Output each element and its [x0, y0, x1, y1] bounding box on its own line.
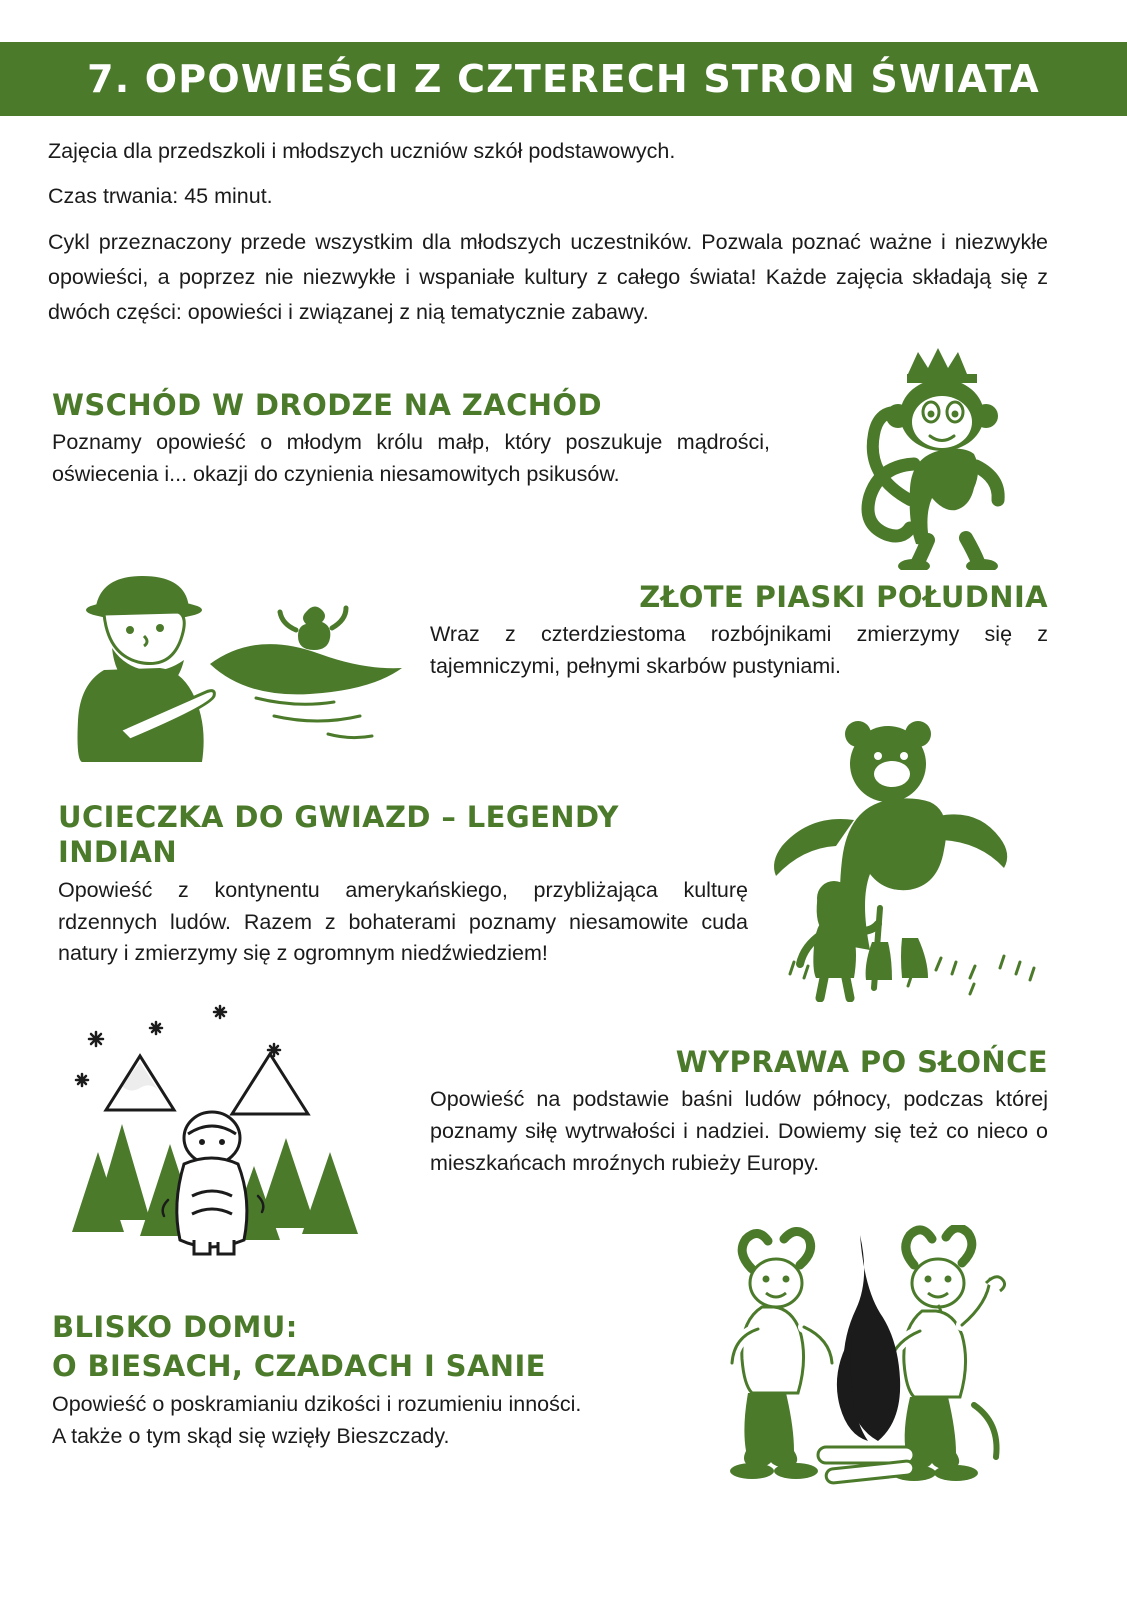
- section-south: [430, 580, 1048, 683]
- fisherman-genie-illustration: [60, 552, 430, 762]
- section-stars: [58, 800, 748, 970]
- bear-and-girl-illustration: [760, 712, 1050, 1002]
- section-home-heading-line2: O BIESACH, CZADACH I SANIE: [52, 1349, 546, 1384]
- section-sun-body: Opowieść na podstawie baśni ludów północy, podczas której poznamy siłę wytrwałości i nadziei. Dowiemy się też co nieco o mieszkańcach mroźnych rubieży Europy.: [430, 1087, 1048, 1175]
- section-south-body: Wraz z czterdziestoma rozbójnikami zmierzymy się z tajemniczymi, pełnymi skarbów pustyniami.: [430, 622, 1048, 679]
- section-stars-body: Opowieść z kontynentu amerykańskiego, przybliżająca kulturę rdzennych ludów. Razem z bohaterami poznamy niesamowite cuda natury i zmierzymy się z ogromnym niedźwiedziem!: [58, 877, 748, 966]
- section-east-heading: WSCHÓD W DRODZE NA ZACHÓD: [52, 388, 602, 422]
- devils-around-fire-illustration: [700, 1225, 1030, 1515]
- section-home-heading-line1: BLISKO DOMU:: [52, 1310, 298, 1344]
- section-home: [52, 1310, 692, 1452]
- snowy-forest-figure-illustration: [60, 1000, 360, 1260]
- intro-block: [48, 136, 1048, 330]
- section-sun-heading: WYPRAWA PO SŁOŃCE: [675, 1045, 1048, 1079]
- section-sun: [430, 1045, 1048, 1180]
- intro-line-audience: Zajęcia dla przedszkoli i młodszych uczniów szkół podstawowych.: [48, 139, 676, 163]
- section-home-body-line1: Opowieść o poskramianiu dzikości i rozumieniu inności.: [52, 1391, 582, 1416]
- section-home-body-line2: A także o tym skąd się wzięły Bieszczady.: [52, 1423, 450, 1448]
- monkey-king-illustration: [790, 340, 1040, 570]
- section-east: [52, 388, 770, 491]
- section-stars-heading: UCIECZKA DO GWIAZD – LEGENDY INDIAN: [58, 800, 619, 870]
- intro-line-duration: Czas trwania: 45 minut.: [48, 183, 273, 208]
- page-header-banner: [0, 42, 1127, 116]
- intro-paragraph: Cykl przeznaczony przede wszystkim dla młodszych uczestników. Pozwala poznać ważne i niezwykłe opowieści, a poprzez nie niezwykłe i wspaniałe kultury z całego świata! Każde zajęcia składają się z dwóch części: opowieści i związanej z nią tematycznie zabawy.: [48, 230, 1048, 324]
- page-title: 7. OPOWIEŚCI Z CZTERECH STRON ŚWIATA: [87, 57, 1040, 101]
- section-south-heading: ZŁOTE PIASKI POŁUDNIA: [639, 580, 1048, 614]
- section-east-body: Poznamy opowieść o młodym królu małp, który poszukuje mądrości, oświecenia i... okazji do czynienia niesamowitych psikusów.: [52, 430, 770, 487]
